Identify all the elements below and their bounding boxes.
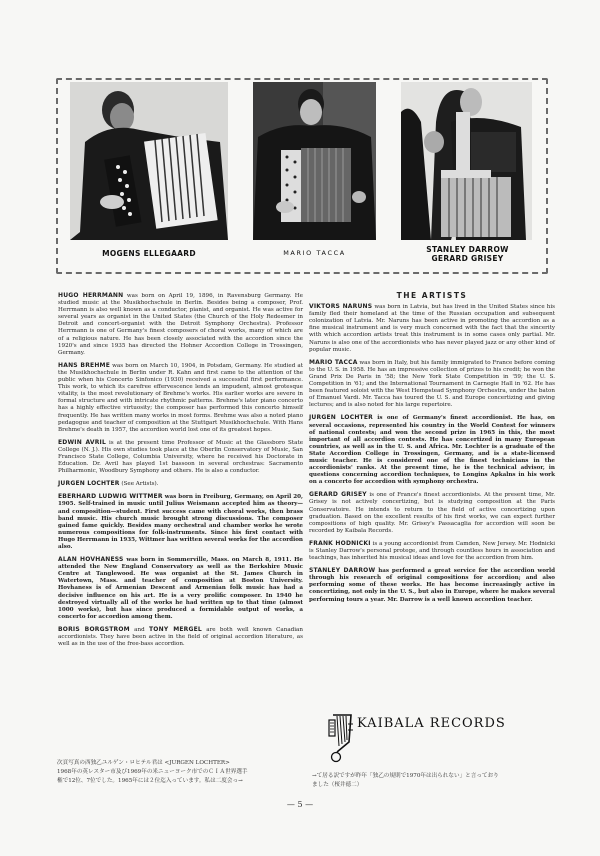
bio-paragraph xyxy=(58,480,303,488)
bio-text: was born in Italy, but his family immigrated to France before coming to the U. S. in 1958. He has an impressive collection of prizes to his credit; he won the Grand Prix De Paris in '58; the New York State Competition in '59; the U. S. Competition in '61; and the International Tournament in Carnegie Hall in '62. He has been featured soloist with the West Hempstead Symphony Orchestra, under the baton of Emanuel Vardi. Mr. Tacca has toured the U. S. and Europe concertizing and giving lectures; and is also noted for his large repertoire. xyxy=(309,359,556,409)
note-line: 次頁写真の西独乙ユルゲン・ロヒテル君は <JURGEN LOCHTER> xyxy=(57,760,230,766)
bio-paragraph xyxy=(58,493,303,551)
photo-caption: MARIO TACCA xyxy=(283,249,346,257)
bio-text: was born on March 10, 1904, in Potsdam, Germany. He studied at the Musikhochschule in Berlin under R. Kahn and first came to the attention of the public when his Concerto Sinfonico (1930) received a successful first performance. This work, to which its carefree effervescence lends an impudent, almost grotesque vitality, is the most revolutionary of Brehme's works. His earlier works are severe in formal structure and with intricate rhythmic patterns. Brehme's later piano concerto has a highly effective virtuosity; the composer has performed this concerto himself frequently. He has written many works in most forms. Brehme was also a noted piano pedagogue and teacher of composition at the Stuttgart Musikhochschule. With Hans Brehme's death in 1957, the accordion world lost one of its greatest hopes. xyxy=(58,362,304,433)
bio-name: MARIO TACCA xyxy=(309,358,358,366)
bio-text: was born in Sommerville, Mass. on March 8, 1911. He attended the New England Conservatory as well as the Berkshire Music Centre at Tanglewood. He was organist at the St. James Church in Watertown, Mass. and teacher of composition at Boston University. Hovhaness is of Armenian Descent and Armenian folk music has had a decisive influence on his art. He is a very prolific composer. In 1940 he destroyed virtually all of the works he had written up to that time (almost 1000 works), but has since produced a formidable output of works, a concerto for accordion among them. xyxy=(58,557,303,620)
note-line: 1968年の英レスター市及び1969年の米ニューヨーク市でのＣＩＡ世界選手 xyxy=(57,769,248,775)
japanese-note-right xyxy=(312,772,562,790)
bio-text: was born on April 19, 1896, in Ravensburg Germany. He studied music at the Musikhochschule in Berlin. Besides being a composer, Prof. Herrmann is also well known as a conductor, pianist, and organist. He was active for several years as organist in the United States (the Church of the Holy Redeemer in Detroit and concert-organist with the Detroit Symphony Orchestra). Professor Herrmann is one of Germany's finest composers of choral works, many of which are of a religious nature. He has been closely associated with the accordion since the 1920's and since 1935 has directed the Hohner Accordion College in Trossingen, Germany. xyxy=(58,293,303,356)
japanese-note-left xyxy=(57,759,297,786)
composers-column xyxy=(58,292,303,653)
bio-text: (See Artists). xyxy=(121,481,159,488)
bio-paragraph xyxy=(58,439,303,475)
bio-text: is one of Germany's finest accordionist. He has, on several occasions, represented his country in the World Contest for winners of national contests; and won the second prize in 1965 in this, the most important of all accordion contests. He has concertized in many European countries, as well as in the U. S. and Africa. Mr. Lochter is a graduate of the State Accordion College in Trossingen, Germany, and is a state-licensed music teacher. He is considered one of the finest technicians in the accordionists' ranks. At the present time, he is the technical advisor, in questions concerning accordion techniques, to Longins Apkalns in his work on a concerto for accordion with symphony orchestra. xyxy=(309,415,555,486)
bio-name: EBERHARD LUDWIG WITTMER xyxy=(58,493,163,501)
bio-name: FRANK HODNICKI xyxy=(309,539,371,547)
bio-text: was born in Freiburg, Germany, on April 20, 1905. Self-trained in music until Julius Weismann accepted him as theory— and composition—student. First success came with choral works, then brass band music. His church music brought strong discussions. The composer gained fame quickly. Besides many orchestral and chamber works he wrote numerous compositions for folk-instruments. Since his first contact with Hugo Herrmann in 1935, Wittmer has written several works for the accordion also. xyxy=(58,494,304,550)
bio-name: GERARD GRISEY xyxy=(309,491,367,499)
caption-line: STANLEY DARROW xyxy=(426,245,509,254)
photo-mario-tacca xyxy=(253,82,376,240)
bio-text: is one of France's finest accordionists. At the present time, Mr. Grisey is not actively concertizing, but is studying composition at the Paris Conservatoire. He intends to return to the field of active concertizing upon graduation. Based on the excellent results of his first works, we can expect further compositions of high quality. Mr. Grisey's Passacaglia for accordion will soon be recorded by Kaibala Records. xyxy=(309,492,556,534)
bio-text: is a young accordionist from Camden, New Jersey. Mr. Hodnicki is Stanley Darrow's personal protege, and through countless hours in association and teachings, has inherited his musical ideas and love for the accordion from him. xyxy=(309,540,555,562)
bio-name: TONY MERGEL xyxy=(149,625,202,633)
photo-mogens-ellegaard xyxy=(70,82,228,240)
bio-name: HANS BREHME xyxy=(58,361,111,369)
bio-paragraph xyxy=(309,359,555,410)
bio-text: was born in Latvia, but has lived in the United States since his family fled their homeland at the time of the Russian occupation and subsequent colonization of Latvia. Mr. Naruns has been active in promoting the accordion as a fine musical instrument and is very much concerned with the fact that the sincerity with which accordion artists treat this instrument is in some cases only partial. Mr. Naruns is also one of the accordionists who has never played jazz or any other kind of popular music. xyxy=(309,304,555,353)
note-line: →て居る訳ですが昨年「独乙の規則で1970年は出られない」と言っており xyxy=(312,773,499,779)
bio-paragraph xyxy=(309,567,555,603)
bio-paragraph xyxy=(309,491,555,535)
page-number: — 5 — xyxy=(286,800,314,809)
bio-name: EDWIN AVRIL xyxy=(58,438,106,446)
bio-paragraph xyxy=(58,556,303,621)
kaibala-records-logo xyxy=(327,714,557,764)
bio-paragraph xyxy=(309,414,555,486)
logo-text: KAIBALA RECORDS xyxy=(357,716,506,731)
note-line: ました（桜井徳二） xyxy=(312,782,363,788)
bio-name: BORIS BORGSTROM xyxy=(58,625,130,633)
photo-caption xyxy=(395,245,540,263)
bio-paragraph xyxy=(58,362,303,434)
bio-paragraph xyxy=(309,540,555,562)
bio-text: are both well known Canadian accordionists. They have been active in the field of original accordion literature, as well as in the use of the free-bass accordion. xyxy=(58,626,303,648)
bio-name: HUGO HERRMANN xyxy=(58,292,124,299)
photo-caption: MOGENS ELLEGAARD xyxy=(102,249,196,258)
accordion-harp-logo-icon xyxy=(327,712,355,764)
bio-name: ALAN HOVHANESS xyxy=(58,556,124,564)
photo-stanley-darrow-gerard-grisey xyxy=(401,82,532,240)
bio-name: JURGEN LOCHTER xyxy=(58,480,120,488)
bio-paragraph xyxy=(58,292,303,357)
bio-name: VIKTORS NARUNS xyxy=(309,303,373,311)
bio-paragraph xyxy=(58,626,303,648)
note-line: 権で12位、7位でした。1965年には２位迄入っています。私は二度会っ→ xyxy=(57,778,243,784)
bio-name: JURGEN LOCHTER xyxy=(309,414,373,422)
bio-joiner: and xyxy=(134,626,145,633)
bio-text: is at the present time Professor of Music at the Glassboro State College (N. J.). His own studies took place at the Oberlin Conservatory of Music, San Francisco State College, Columbia University, where he received his Doctorate in Education. Dr. Avril has played 1st bassoon in several orchestras: Sacramento Philharmonic, Woodbury Symphony and others. He is also a conductor. xyxy=(58,439,303,475)
caption-line: GERARD GRISEY xyxy=(431,254,504,263)
bio-text: has performed a great service for the accordion world through his research of original compositions for accordion; and also performing some of these works. He has become increasingly active in concertizing, not only in the U. S., but also in Europe, where he makes several performing tours a year. Mr. Darrow is a well known accordion teacher. xyxy=(309,568,555,603)
bio-paragraph xyxy=(309,303,555,354)
artists-column xyxy=(309,292,555,609)
bio-name: STANLEY DARROW xyxy=(309,567,376,575)
section-title: THE ARTISTS xyxy=(396,291,468,300)
